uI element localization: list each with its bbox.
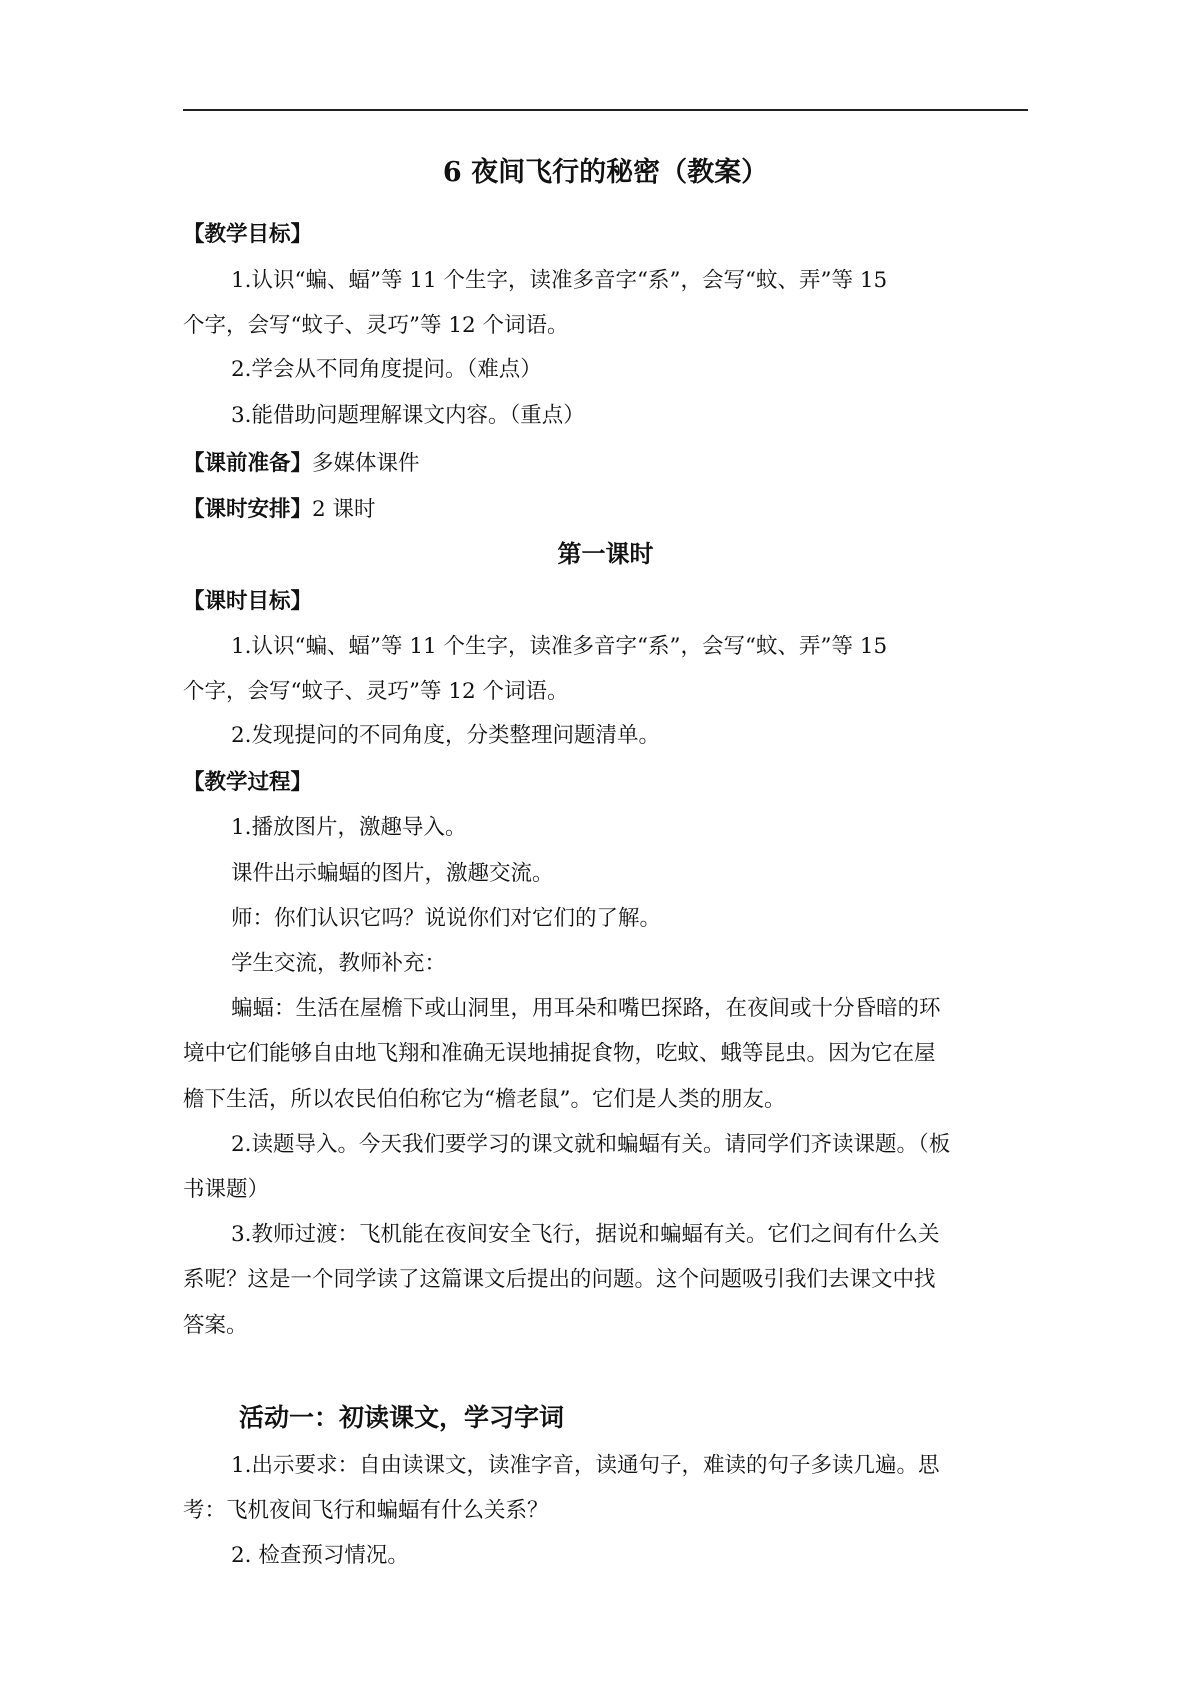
lesson-objective-line: 2.发现提问的不同角度，分类整理问题清单。 [231, 723, 661, 748]
process-line: 系呢？这是一个同学读了这篇课文后提出的问题。这个问题吸引我们去课文中找 [183, 1267, 936, 1292]
objective-line: 2.学会从不同角度提问。（难点） [231, 357, 542, 382]
process-heading: 【教学过程】 [183, 770, 313, 795]
activity-line: 1.出示要求：自由读课文，读准字音，读通句子，难读的句子多读几遍。思 [231, 1453, 940, 1478]
process-line: 2.读题导入。今天我们要学习的课文就和蝙蝠有关。请同学们齐读课题。（板 [231, 1132, 951, 1157]
lesson-objectives-heading: 【课时目标】 [183, 589, 313, 614]
process-line: 1.播放图片，激趣导入。 [231, 815, 467, 840]
lesson-title: 第一课时 [557, 539, 654, 568]
process-line: 境中它们能够自由地飞翔和准确无误地捕捉食物，吃蚊、蛾等昆虫。因为它在屋 [183, 1041, 936, 1066]
preparation-value: 多媒体课件 [312, 451, 420, 476]
activity-line: 2. 检查预习情况。 [231, 1543, 409, 1568]
process-line: 学生交流，教师补充： [231, 951, 447, 976]
activity-line: 考：飞机夜间飞行和蝙蝠有什么关系？ [183, 1498, 549, 1523]
process-line: 答案。 [183, 1313, 248, 1338]
lesson-objective-line: 个字，会写“蚊子、灵巧”等 12 个词语。 [183, 679, 569, 704]
process-line: 书课题） [183, 1177, 270, 1202]
process-line: 3.教师过渡：飞机能在夜间安全飞行，据说和蝙蝠有关。它们之间有什么关 [231, 1222, 940, 1247]
preparation-row [183, 449, 420, 479]
schedule-label: 【课时安排】 [183, 497, 313, 522]
page-title: 6 夜间飞行的秘密（教案） [442, 157, 769, 188]
schedule-value: 2 课时 [312, 497, 376, 522]
activity-title: 活动一：初读课文，学习字词 [239, 1403, 565, 1432]
process-line: 师：你们认识它吗？说说你们对它们的了解。 [231, 906, 662, 931]
objective-line: 3.能借助问题理解课文内容。（重点） [231, 403, 585, 428]
process-line: 蝙蝠：生活在屋檐下或山洞里，用耳朵和嘴巴探路，在夜间或十分昏暗的环 [231, 996, 941, 1021]
process-line: 课件出示蝙蝠的图片，激趣交流。 [231, 861, 554, 886]
schedule-row [183, 495, 376, 525]
objective-line: 1.认识“蝙、蝠”等 11 个生字，读准多音字“系”，会写“蚊、弄”等 15 [231, 268, 888, 293]
process-line: 檐下生活，所以农民伯伯称它为“檐老鼠”。它们是人类的朋友。 [183, 1087, 786, 1112]
objectives-heading: 【教学目标】 [183, 222, 313, 247]
objective-line: 个字，会写“蚊子、灵巧”等 12 个词语。 [183, 313, 569, 338]
header-rule [183, 109, 1028, 111]
lesson-objective-line: 1.认识“蝙、蝠”等 11 个生字，读准多音字“系”，会写“蚊、弄”等 15 [231, 634, 888, 659]
preparation-label: 【课前准备】 [183, 451, 313, 476]
document-page [183, 0, 1028, 1697]
